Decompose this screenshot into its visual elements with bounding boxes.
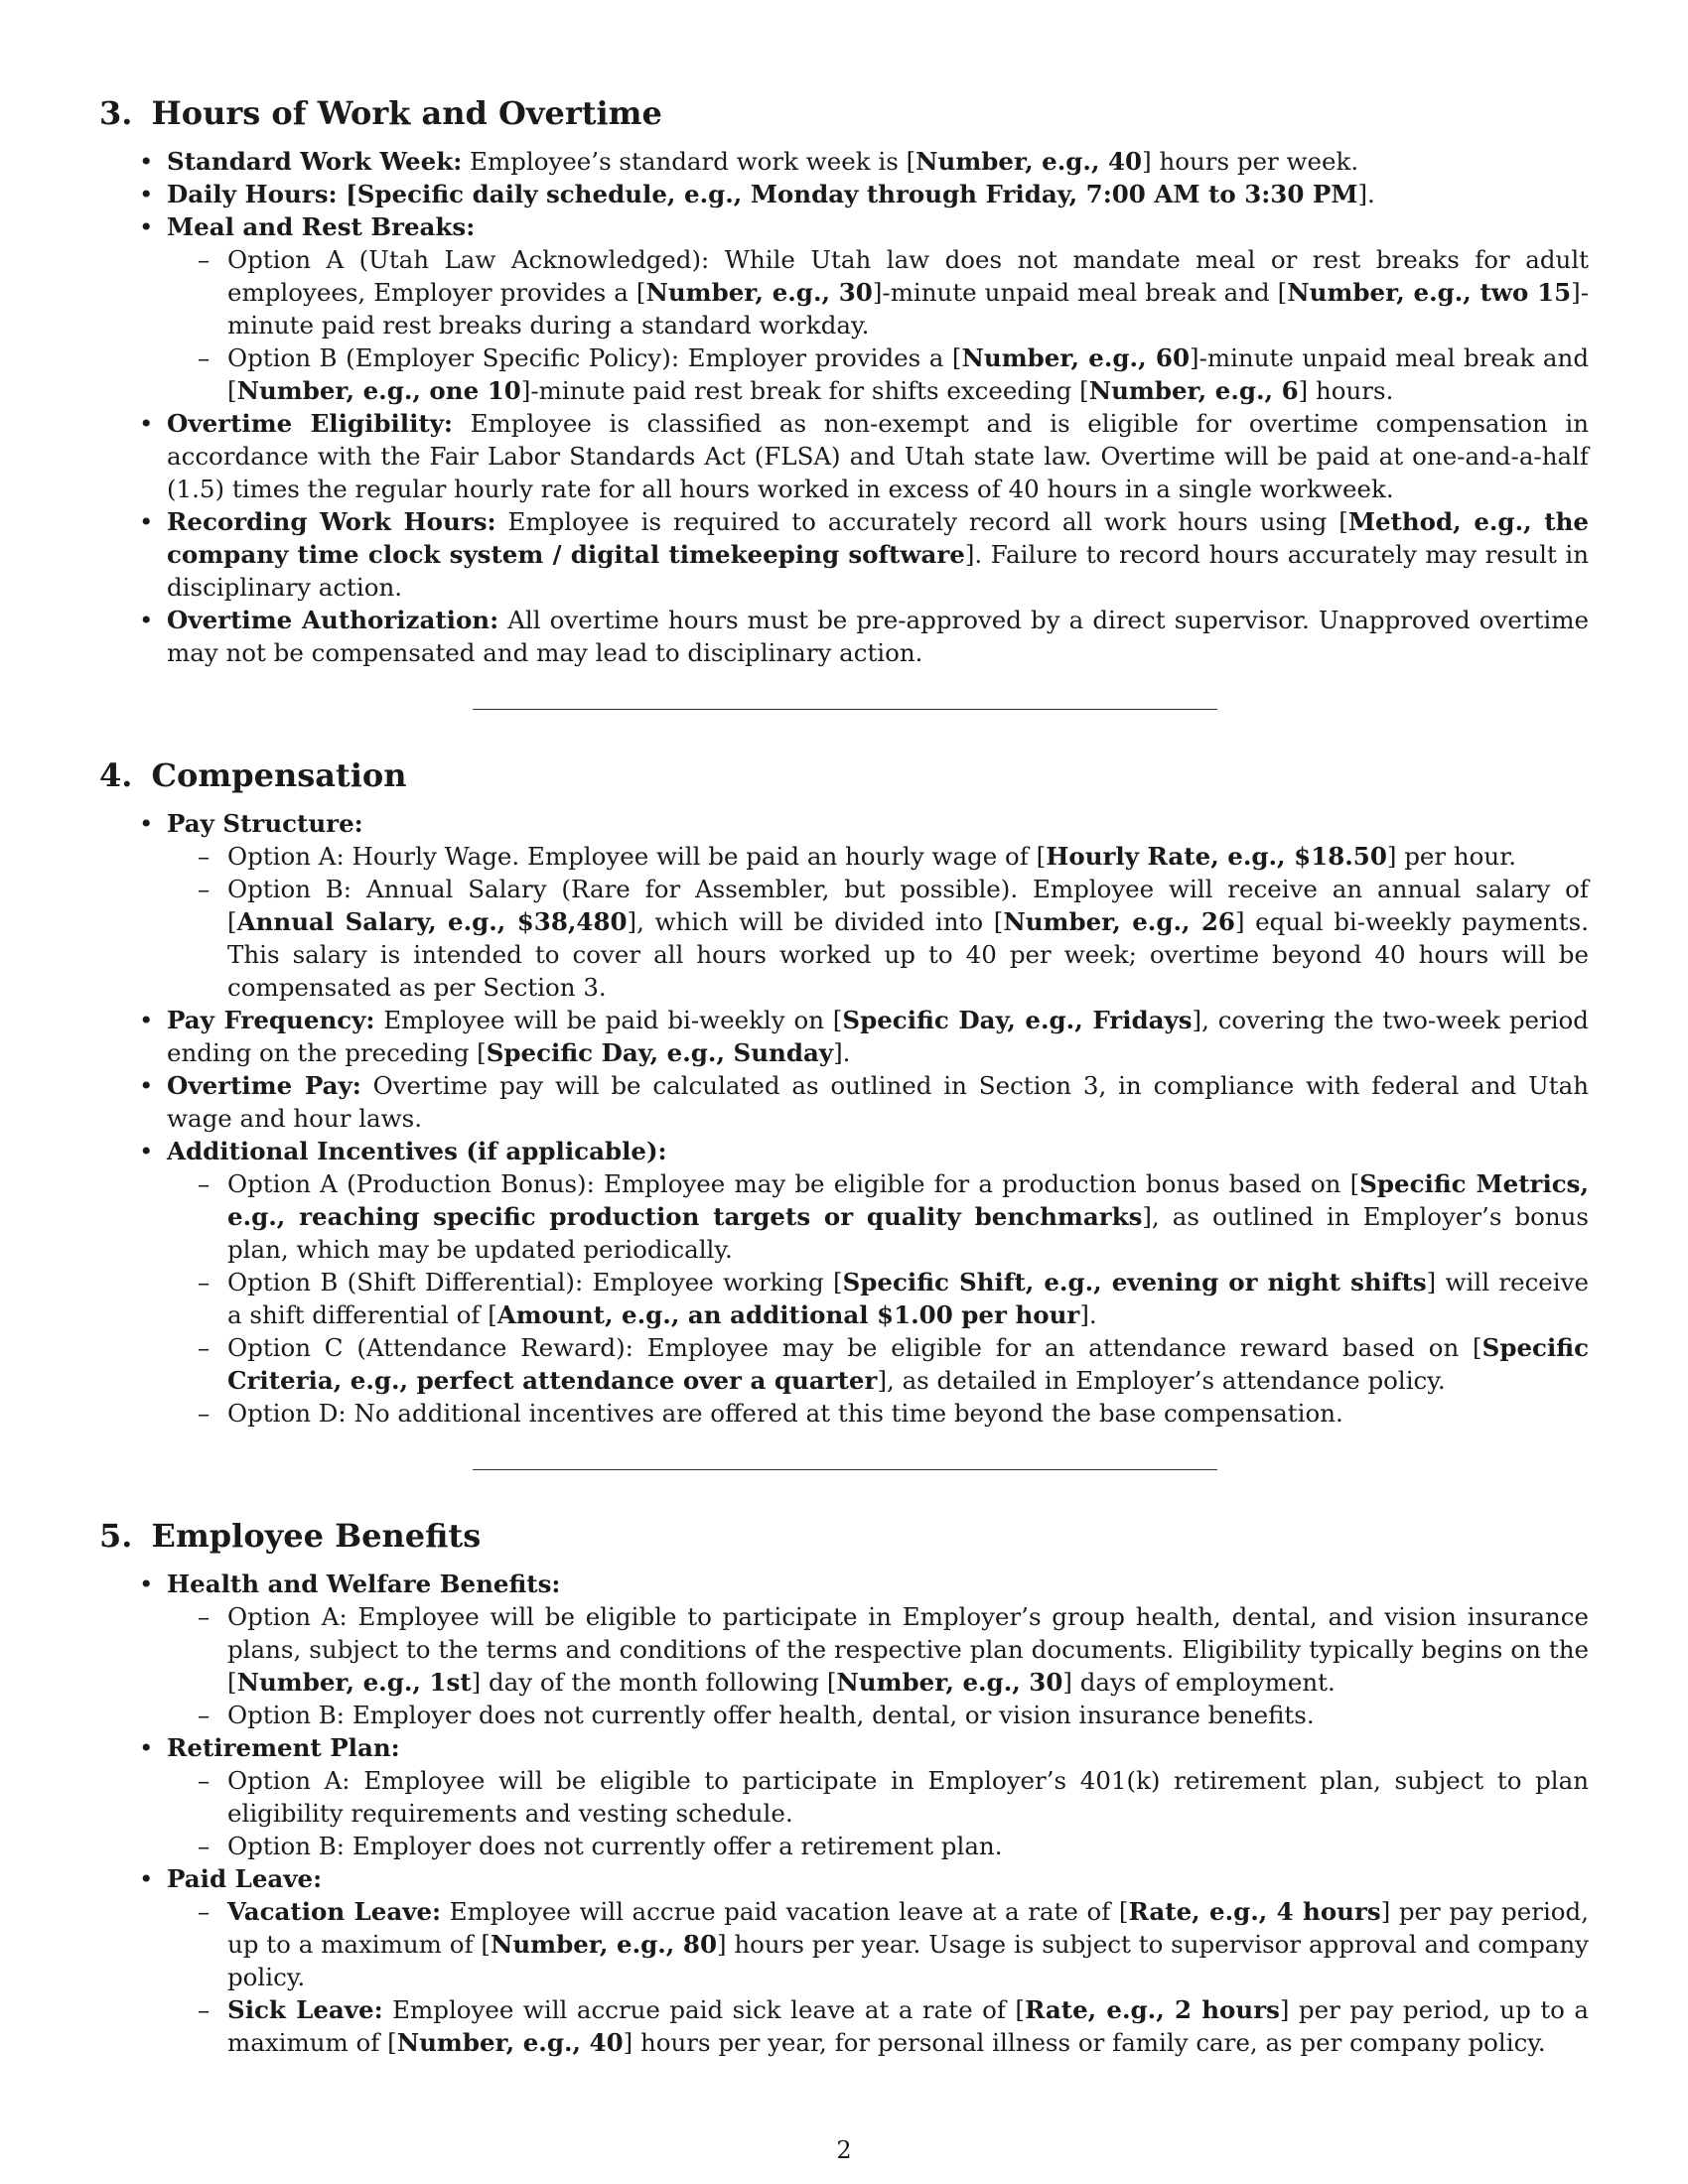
item-label: Overtime Eligibility:	[167, 409, 453, 438]
sub-list	[167, 840, 1589, 1004]
section-list	[99, 807, 1589, 1430]
list-item: • Recording Work Hours: Employee is required to accurately record all work hours using [Method, e.g., the company time clock system / digital timekeeping software]. Failure to record hours accurately may result in disciplinary action.	[99, 505, 1589, 604]
item-label: Additional Incentives (if applicable):	[167, 1137, 667, 1165]
placeholder-field: Method, e.g., the company time clock system / digital timekeeping software	[167, 507, 1589, 569]
item-label: Vacation Leave:	[227, 1897, 442, 1926]
placeholder-field: Rate, e.g., 2 hours	[1024, 1995, 1280, 2024]
sub-list	[167, 243, 1589, 407]
item-label: Daily Hours:	[167, 180, 338, 208]
placeholder-field: Hourly Rate, e.g., $18.50	[1046, 842, 1387, 871]
placeholder-field: Number, e.g., 80	[490, 1930, 717, 1959]
sub-list-item: – Option A: Employee will be eligible to participate in Employer’s group health, dental, and vision insurance plans, subject to the terms and conditions of the respective plan documents. Eligibility typically begins on the [Number, e.g., 1st] day of the month following [Number, e.g., 30] days of employment.	[167, 1600, 1589, 1699]
list-item: • Standard Work Week: Employee’s standard work week is [Number, e.g., 40] hours per week.	[99, 145, 1589, 178]
item-label: Standard Work Week:	[167, 147, 463, 176]
placeholder-field: Number, e.g., 30	[645, 278, 873, 307]
item-label: Overtime Pay:	[167, 1071, 361, 1100]
sub-list	[167, 1600, 1589, 1731]
page-number: 2	[836, 2136, 852, 2164]
item-label: Sick Leave:	[227, 1995, 383, 2024]
item-label: Paid Leave:	[167, 1864, 323, 1893]
section-divider	[473, 1469, 1217, 1470]
section-list	[99, 145, 1589, 669]
item-label: Overtime Authorization:	[167, 606, 499, 634]
placeholder-field: Amount, e.g., an additional $1.00 per hour	[496, 1300, 1080, 1329]
item-label: Health and Welfare Benefits:	[167, 1570, 561, 1598]
placeholder-field: Annual Salary, e.g., $38,480	[236, 907, 628, 936]
list-item: • Daily Hours: [Specific daily schedule, e.g., Monday through Friday, 7:00 AM to 3:30 PM].	[99, 178, 1589, 210]
sub-list-item: – Option C (Attendance Reward): Employee may be eligible for an attendance reward based on [Specific Criteria, e.g., perfect attendance over a quarter], as detailed in Employer’s attendance policy.	[167, 1331, 1589, 1397]
section-number: 3.	[99, 94, 133, 132]
section-number: 5.	[99, 1517, 133, 1555]
list-item: • Overtime Pay: Overtime pay will be calculated as outlined in Section 3, in compliance with federal and Utah wage and hour laws.	[99, 1069, 1589, 1135]
sub-list	[167, 1167, 1589, 1430]
list-item	[99, 807, 1589, 1004]
sub-list-item: – Option B (Shift Differential): Employee working [Specific Shift, e.g., evening or night shifts] will receive a shift differential of [Amount, e.g., an additional $1.00 per hour].	[167, 1266, 1589, 1331]
placeholder-field: Specific daily schedule, e.g., Monday through Friday, 7:00 AM to 3:30 PM	[356, 180, 1358, 208]
sub-list-item: – Option B: Annual Salary (Rare for Assembler, but possible). Employee will receive an annual salary of [Annual Salary, e.g., $38,480], which will be divided into [Number, e.g., 26] equal bi-weekly payments. This salary is intended to cover all hours worked up to 40 per week; overtime beyond 40 hours will be compensated as per Section 3.	[167, 873, 1589, 1004]
sub-list-item: – Option A: Hourly Wage. Employee will be paid an hourly wage of [Hourly Rate, e.g., $18.50] per hour.	[167, 840, 1589, 873]
section-divider	[473, 709, 1217, 710]
placeholder-field: Specific Metrics, e.g., reaching specific production targets or quality benchmarks	[227, 1169, 1589, 1231]
placeholder-field: Number, e.g., 60	[961, 343, 1191, 372]
placeholder-field: Number, e.g., 30	[836, 1668, 1063, 1697]
list-item: • Pay Frequency: Employee will be paid bi-weekly on [Specific Day, e.g., Fridays], covering the two-week period ending on the preceding [Specific Day, e.g., Sunday].	[99, 1004, 1589, 1069]
list-item	[99, 210, 1589, 407]
item-label: Recording Work Hours:	[167, 507, 496, 536]
placeholder-field: Number, e.g., 40	[915, 147, 1143, 176]
list-item	[99, 1862, 1589, 2059]
sub-list	[167, 1895, 1589, 2059]
placeholder-field: Rate, e.g., 4 hours	[1128, 1897, 1381, 1926]
section-number: 4.	[99, 756, 133, 794]
placeholder-field: Number, e.g., one 10	[236, 376, 521, 405]
section-title: Hours of Work and Overtime	[151, 94, 662, 132]
sub-list-item: – Vacation Leave: Employee will accrue paid vacation leave at a rate of [Rate, e.g., 4 hours] per pay period, up to a maximum of [Number, e.g., 80] hours per year. Usage is subject to supervisor approval and company policy.	[167, 1895, 1589, 1993]
list-item	[99, 1568, 1589, 1731]
placeholder-field: Number, e.g., 40	[396, 2028, 624, 2057]
sub-list-item: – Option A: Employee will be eligible to participate in Employer’s 401(k) retirement plan, subject to plan eligibility requirements and vesting schedule.	[167, 1764, 1589, 1830]
placeholder-field: Specific Criteria, e.g., perfect attendance over a quarter	[227, 1333, 1589, 1395]
list-item: • Overtime Eligibility: Employee is classified as non-exempt and is eligible for overtime compensation in accordance with the Fair Labor Standards Act (FLSA) and Utah state law. Overtime will be paid at one-and-a-half (1.5) times the regular hourly rate for all hours worked in excess of 40 hours in a single workweek.	[99, 407, 1589, 505]
placeholder-field: Number, e.g., 1st	[236, 1668, 472, 1697]
sub-list-item: – Option D: No additional incentives are offered at this time beyond the base compensation.	[167, 1397, 1589, 1430]
sub-list-item: – Option A (Utah Law Acknowledged): While Utah law does not mandate meal or rest breaks for adult employees, Employer provides a [Number, e.g., 30]-minute unpaid meal break and [Number, e.g., two 15]-minute paid rest breaks during a standard workday.	[167, 243, 1589, 341]
sub-list-item: – Option B: Employer does not currently offer health, dental, or vision insurance benefits.	[167, 1699, 1589, 1731]
placeholder-field: Specific Day, e.g., Sunday	[486, 1038, 834, 1067]
sub-list	[167, 1764, 1589, 1862]
section-heading	[99, 91, 1589, 135]
sub-list-item: – Sick Leave: Employee will accrue paid sick leave at a rate of [Rate, e.g., 2 hours] per pay period, up to a maximum of [Number, e.g., 40] hours per year, for personal illness or family care, as per company policy.	[167, 1993, 1589, 2059]
section-title: Employee Benefits	[151, 1517, 482, 1555]
placeholder-field: Number, e.g., two 15	[1287, 278, 1572, 307]
item-label: Retirement Plan:	[167, 1733, 400, 1762]
placeholder-field: Number, e.g., 26	[1003, 907, 1235, 936]
section-heading	[99, 1514, 1589, 1558]
sub-list-item: – Option B (Employer Specific Policy): Employer provides a [Number, e.g., 60]-minute unpaid meal break and [Number, e.g., one 10]-minute paid rest break for shifts exceeding [Number, e.g., 6] hours.	[167, 341, 1589, 407]
placeholder-field: Number, e.g., 6	[1088, 376, 1299, 405]
section-list	[99, 1568, 1589, 2059]
list-item	[99, 1135, 1589, 1430]
item-label: Meal and Rest Breaks:	[167, 212, 476, 241]
list-item	[99, 1731, 1589, 1862]
section-heading	[99, 753, 1589, 797]
section-title: Compensation	[151, 756, 407, 794]
placeholder-field: Specific Day, e.g., Fridays	[842, 1006, 1193, 1034]
item-label: Pay Structure:	[167, 809, 363, 838]
sub-list-item: – Option A (Production Bonus): Employee may be eligible for a production bonus based on [Specific Metrics, e.g., reaching specific production targets or quality benchmarks], as outlined in Employer’s bonus plan, which may be updated periodically.	[167, 1167, 1589, 1266]
placeholder-field: Specific Shift, e.g., evening or night shifts	[842, 1268, 1427, 1297]
sub-list-item: – Option B: Employer does not currently offer a retirement plan.	[167, 1830, 1589, 1862]
list-item: • Overtime Authorization: All overtime hours must be pre-approved by a direct supervisor. Unapproved overtime may not be compensated and may lead to disciplinary action.	[99, 604, 1589, 669]
item-label: Pay Frequency:	[167, 1006, 375, 1034]
